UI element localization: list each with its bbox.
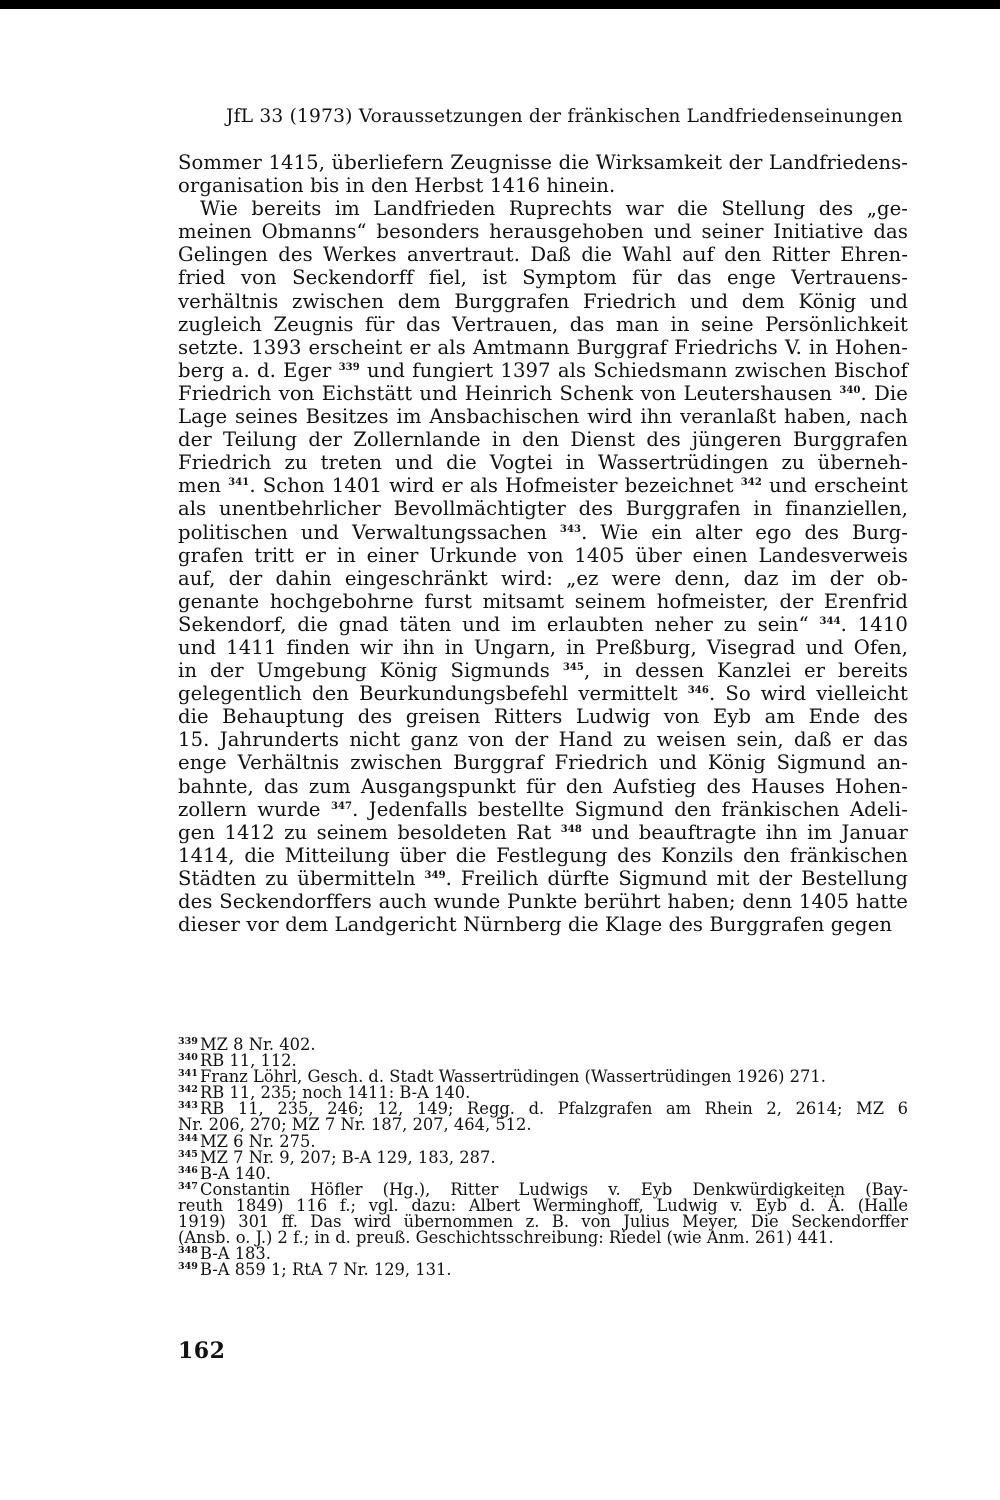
footnote-ref: 344: [819, 615, 841, 627]
body-line: 1414, die Mitteilung über die Festlegung des Konzils den fränkischen: [178, 843, 908, 867]
body-line: in der Umgebung König Sigmunds $^{345}$, in dessen Kanzlei er bereits: [178, 659, 908, 683]
footnote-text: MZ 6 Nr. 275.: [200, 1131, 316, 1151]
footnote-number: 348: [178, 1245, 198, 1257]
footnote-number: 342: [178, 1084, 198, 1096]
footnote: [178, 1147, 908, 1167]
scan-border: [0, 0, 1000, 9]
footnote-number: 340: [178, 1052, 198, 1064]
footnote-ref: 339: [338, 361, 360, 373]
footnote-text: 1919) 301 ff. Das wird übernommen z. B. von Julius Meyer, Die Seckendorffer: [178, 1212, 908, 1232]
body-line: fried von Seckendorff fiel, ist Symptom für das enge Vertrauens-: [178, 266, 908, 290]
body-line: Wie bereits im Landfrieden Ruprechts war die Stellung des „ge-: [200, 197, 908, 221]
footnote-ref: 348: [560, 823, 582, 835]
footnote-ref: 346: [687, 685, 709, 697]
body-line: berg a. d. Eger $^{339}$ und fungiert 1397 als Schiedsmann zwischen Bischof: [178, 358, 908, 382]
body-line: organisation bis in den Herbst 1416 hinein.: [178, 174, 616, 198]
footnote-text: MZ 8 Nr. 402.: [200, 1035, 316, 1054]
body-line: dieser vor dem Landgericht Nürnberg die Klage des Burggrafen gegen: [178, 913, 893, 937]
footnote-ref: 345: [562, 662, 584, 674]
body-line: meinen Obmanns“ besonders herausgehoben und seiner Initiative das: [178, 220, 908, 244]
body-line: die Behauptung des greisen Ritters Ludwig von Eyb am Ende des: [178, 705, 908, 729]
footnote-ref: 341: [228, 477, 250, 489]
body-line: 15. Jahrunderts nicht ganz von der Hand zu weisen sein, daß er das: [178, 728, 908, 752]
footnote-text: Nr. 206, 270; MZ 7 Nr. 187, 207, 464, 512.: [178, 1115, 532, 1135]
body-text: [178, 151, 908, 936]
body-line: Sekendorf, die gnad täten und im erlaubten neher zu sein“ $^{344}$. 1410: [178, 612, 908, 636]
footnote: [178, 1101, 908, 1133]
running-header: JfL 33 (1973) Voraussetzungen der fränkischen Landfriedenseinungen: [226, 106, 903, 127]
footnote-text: Franz Löhrl, Gesch. d. Stadt Wassertrüdingen (Wassertrüdingen 1926) 271.: [200, 1067, 826, 1087]
footnote-text: MZ 7 Nr. 9, 207; B-A 129, 183, 287.: [200, 1147, 496, 1167]
body-line: und 1411 finden wir ihn in Ungarn, in Preßburg, Visegrad und Ofen,: [178, 635, 908, 659]
body-line: Friedrich zu treten und die Vogtei in Wassertrüdingen zu überneh-: [178, 451, 908, 475]
footnote-ref: 342: [740, 477, 762, 489]
footnote-text: RB 11, 235; noch 1411: B-A 140.: [200, 1083, 471, 1103]
body-line: Städten zu übermitteln $^{349}$. Freilich dürfte Sigmund mit der Bestellung: [178, 866, 908, 890]
footnote-ref: 343: [559, 523, 582, 535]
footnote-text: B-A 140.: [200, 1163, 271, 1183]
body-line: setzte. 1393 erscheint er als Amtmann Burggraf Friedrichs V. in Hohen-: [178, 335, 908, 359]
footnote-ref: 349: [424, 869, 446, 881]
body-line: grafen tritt er in einer Urkunde von 1405 über einen Landesverweis: [178, 543, 908, 567]
body-line: Gelingen des Werkes anvertraut. Daß die Wahl auf den Ritter Ehren-: [178, 243, 908, 267]
footnote-ref: 340: [839, 384, 861, 396]
footnote-number: 343: [178, 1100, 198, 1112]
footnote: [178, 1262, 908, 1278]
footnote-number: 349: [178, 1261, 198, 1273]
footnote-number: 346: [178, 1164, 198, 1176]
page-content: [178, 104, 908, 936]
footnote-text: RB 11, 235, 246; 12, 149; Regg. d. Pfalzgrafen am Rhein 2, 2614; MZ 6: [200, 1099, 908, 1119]
body-line: verhältnis zwischen dem Burggrafen Friedrich und dem König und: [178, 289, 908, 313]
body-line: gelegentlich den Beurkundungsbefehl vermittelt $^{346}$. So wird vielleicht: [178, 682, 908, 706]
footnote-number: 339: [178, 1036, 198, 1047]
body-line: Friedrich von Eichstätt und Heinrich Schenk von Leutershausen $^{340}$. Die: [178, 381, 908, 405]
footnote-text: Constantin Höfler (Hg.), Ritter Ludwigs v. Eyb Denkwürdigkeiten (Bay-: [200, 1179, 908, 1199]
footnote-text: B-A 183.: [200, 1244, 271, 1264]
footnote-text: reuth 1849) 116 f.; vgl. dazu: Albert Werminghoff, Ludwig v. Eyb d. Ä. (Halle: [178, 1195, 908, 1215]
body-line: als unentbehrlicher Bevollmächtigter des Burggrafen in finanziellen,: [178, 497, 908, 521]
body-line: zollern wurde $^{347}$. Jedenfalls bestellte Sigmund den fränkischen Adeli-: [178, 797, 908, 821]
footnote-number: 344: [178, 1132, 198, 1144]
body-line: enge Verhältnis zwischen Burggraf Friedrich und König Sigmund an-: [178, 751, 908, 775]
page-number: 162: [178, 1338, 226, 1364]
body-line: Sommer 1415, überliefern Zeugnisse die Wirksamkeit der Landfriedens-: [178, 151, 908, 174]
body-line: der Teilung der Zollernlande in den Dienst des jüngeren Burggrafen: [178, 428, 908, 452]
body-line: politischen und Verwaltungssachen $^{343}$. Wie ein alter ego des Burg-: [178, 520, 908, 544]
footnote-number: 345: [178, 1148, 198, 1160]
footnote-text: RB 11, 112.: [200, 1051, 297, 1071]
body-line: genante hochgebohrne furst mitsamt seinem hofmeister, der Erenfrid: [178, 589, 908, 613]
body-line: Lage seines Besitzes im Ansbachischen wird ihn veranlaßt haben, nach: [178, 405, 908, 429]
body-line: bahnte, das zum Ausgangspunkt für den Aufstieg des Hauses Hohen-: [178, 774, 908, 798]
body-line: des Seckendorffers auch wunde Punkte berührt haben; denn 1405 hatte: [178, 890, 908, 913]
body-line: zugleich Zeugnis für das Vertrauen, das man in seine Persönlichkeit: [178, 312, 908, 336]
body-line: men $^{341}$. Schon 1401 wird er als Hofmeister bezeichnet $^{342}$ und erscheint: [178, 474, 908, 498]
footnote-text: (Ansb. o. J.) 2 f.; in d. preuß. Geschichtsschreibung: Riedel (wie Anm. 261) 441.: [178, 1228, 834, 1248]
footnote-number: 347: [178, 1180, 198, 1192]
footnote-text: B-A 859 1; RtA 7 Nr. 129, 131.: [200, 1260, 452, 1280]
footnote-ref: 347: [330, 800, 353, 812]
footnotes: [178, 1037, 908, 1278]
body-line: auf, der dahin eingeschränkt wird: „ez were denn, daz im der ob-: [178, 566, 908, 590]
body-line: gen 1412 zu seinem besoldeten Rat $^{348}$ und beauftragte ihn im Januar: [178, 820, 908, 844]
footnote-number: 341: [178, 1068, 198, 1080]
footnote: [178, 1179, 908, 1248]
